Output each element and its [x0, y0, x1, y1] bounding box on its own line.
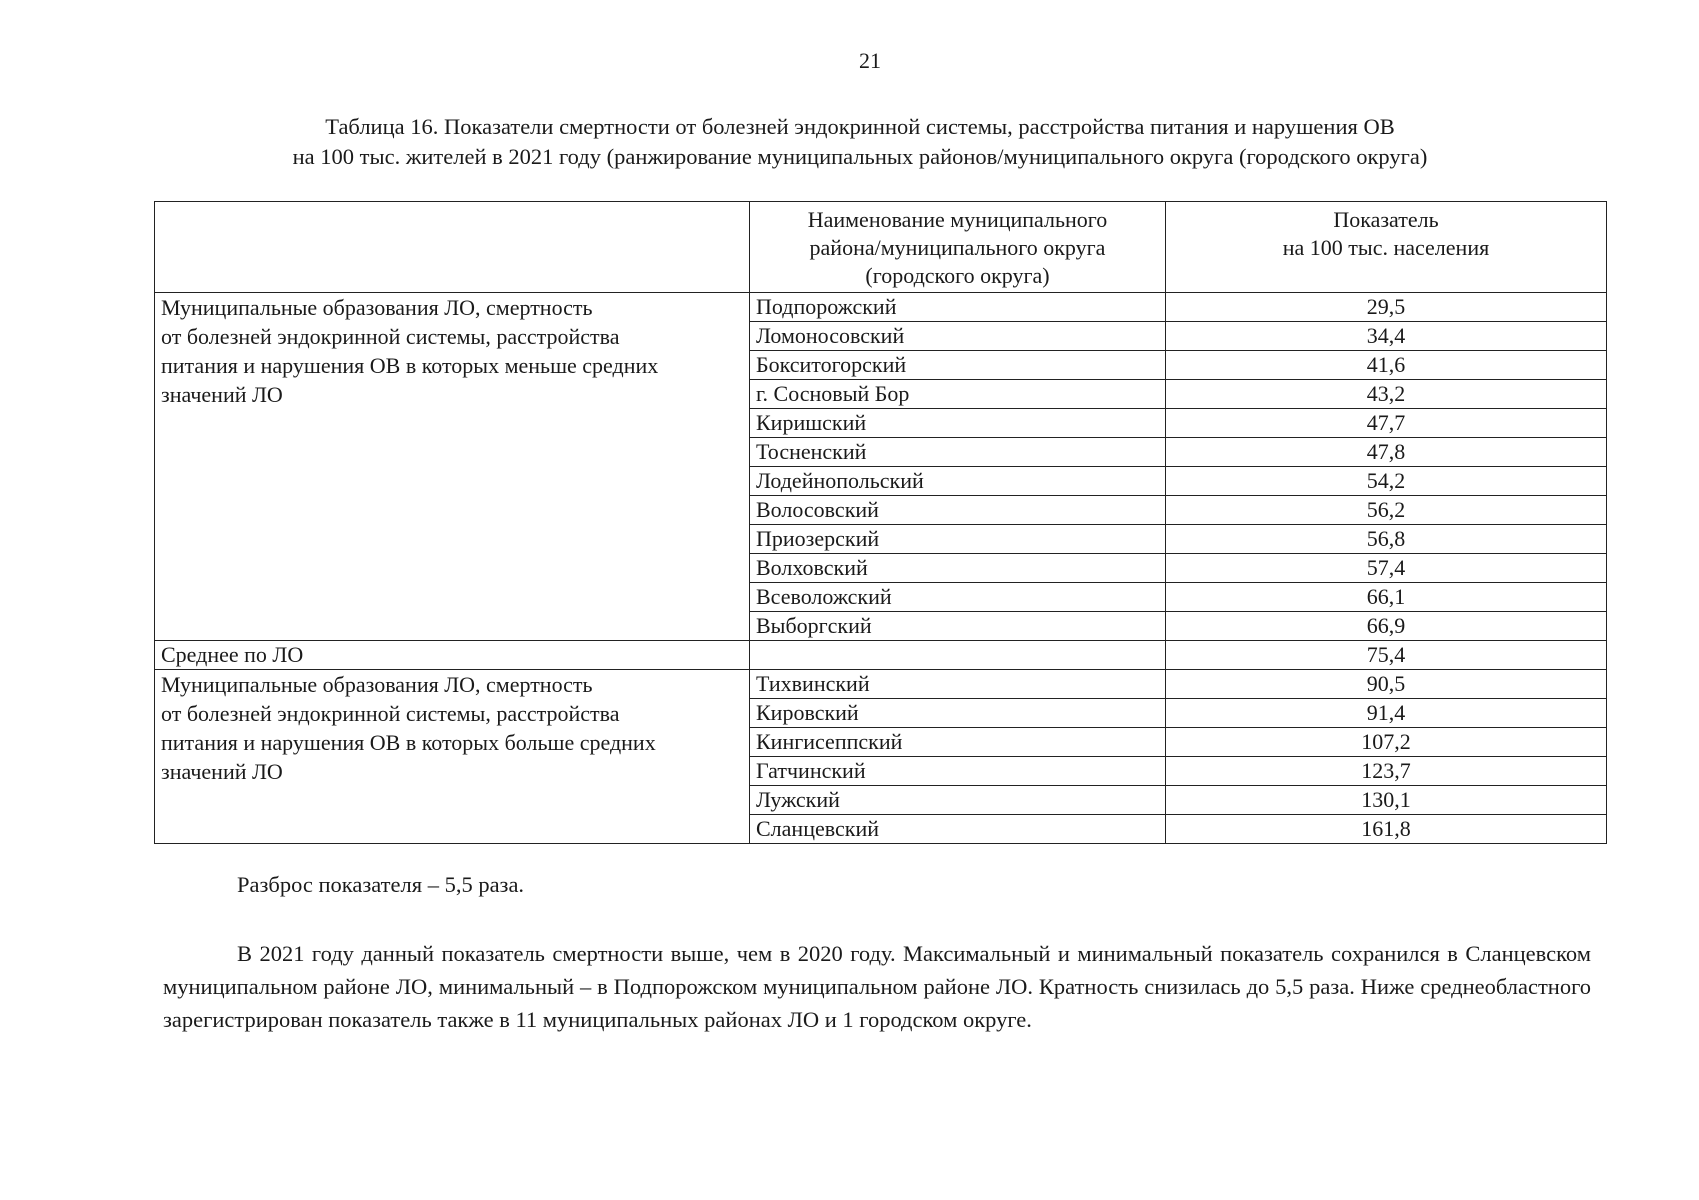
district-name-cell: Волховский	[750, 554, 1166, 583]
group-label-line: Муниципальные образования ЛО, смертность	[161, 295, 593, 320]
indicator-value-cell: 66,9	[1166, 612, 1607, 641]
indicator-value-cell: 66,1	[1166, 583, 1607, 612]
district-name-cell: Всеволожский	[750, 583, 1166, 612]
average-name-cell	[750, 641, 1166, 670]
district-name-cell: Лужский	[750, 786, 1166, 815]
district-name-cell: Киришский	[750, 409, 1166, 438]
district-name-cell: Приозерский	[750, 525, 1166, 554]
indicator-value-cell: 56,2	[1166, 496, 1607, 525]
average-row	[155, 641, 1607, 670]
table-caption-line-1: Таблица 16. Показатели смертности от болезней эндокринной системы, расстройства питания и нарушения ОВ	[325, 114, 1395, 139]
district-name-cell: Кингисеппский	[750, 728, 1166, 757]
group-label-line: Муниципальные образования ЛО, смертность	[161, 672, 593, 697]
group-label-cell	[155, 293, 750, 641]
indicator-value-cell: 91,4	[1166, 699, 1607, 728]
indicator-value-cell: 41,6	[1166, 351, 1607, 380]
district-name-cell: Бокситогорский	[750, 351, 1166, 380]
table-caption	[150, 112, 1570, 172]
header-district-name-line: (городского округа)	[865, 263, 1050, 288]
district-name-cell: Волосовский	[750, 496, 1166, 525]
table-body	[155, 293, 1607, 844]
group-label-line: питания и нарушения ОВ в которых больше средних	[161, 730, 656, 755]
group-label-cell	[155, 670, 750, 844]
district-name-cell: Гатчинский	[750, 757, 1166, 786]
average-value-cell: 75,4	[1166, 641, 1607, 670]
indicator-value-cell: 130,1	[1166, 786, 1607, 815]
district-name-cell: Сланцевский	[750, 815, 1166, 844]
spread-text: Разброс показателя – 5,5 раза.	[237, 872, 525, 897]
table-row	[155, 293, 1607, 322]
indicator-value-cell: 47,8	[1166, 438, 1607, 467]
district-name-cell: Ломоносовский	[750, 322, 1166, 351]
header-group-cell	[155, 202, 750, 293]
indicator-value-cell: 54,2	[1166, 467, 1607, 496]
district-name-cell: Выборгский	[750, 612, 1166, 641]
group-label-line: значений ЛО	[161, 759, 283, 784]
indicator-value-cell: 123,7	[1166, 757, 1607, 786]
average-label-cell: Среднее по ЛО	[155, 641, 750, 670]
table-caption-line-2: на 100 тыс. жителей в 2021 году (ранжирование муниципальных районов/муниципального округа (городского округа)	[292, 144, 1428, 169]
group-label-line: значений ЛО	[161, 382, 283, 407]
district-name-cell: Тосненский	[750, 438, 1166, 467]
header-indicator-line: Показатель	[1333, 207, 1439, 232]
indicator-value-cell: 90,5	[1166, 670, 1607, 699]
district-name-cell: г. Сосновый Бор	[750, 380, 1166, 409]
table-row	[155, 670, 1607, 699]
mortality-table	[154, 201, 1607, 844]
header-indicator	[1166, 202, 1607, 293]
indicator-value-cell: 29,5	[1166, 293, 1607, 322]
indicator-value-cell: 34,4	[1166, 322, 1607, 351]
header-district-name	[750, 202, 1166, 293]
indicator-value-cell: 161,8	[1166, 815, 1607, 844]
district-name-cell: Подпорожский	[750, 293, 1166, 322]
indicator-value-cell: 57,4	[1166, 554, 1607, 583]
group-label-line: питания и нарушения ОВ в которых меньше средних	[161, 353, 659, 378]
summary-paragraph: В 2021 году данный показатель смертности выше, чем в 2020 году. Максимальный и минимальный показатель сохранился в Сланцевском муниципальном районе ЛО, минимальный – в Подпорожском муниципальном районе ЛО. Кратность снизилась до 5,5 раза. Ниже среднеобластного зарегистрирован показатель также в 11 муниципальных районах ЛО и 1 городском округе.	[163, 941, 1591, 1032]
header-indicator-line: на 100 тыс. населения	[1282, 235, 1490, 260]
indicator-value-cell: 47,7	[1166, 409, 1607, 438]
header-district-name-line: района/муниципального округа	[809, 235, 1106, 260]
indicator-value-cell: 56,8	[1166, 525, 1607, 554]
district-name-cell: Тихвинский	[750, 670, 1166, 699]
indicator-value-cell: 107,2	[1166, 728, 1607, 757]
group-label-line: от болезней эндокринной системы, расстройства	[161, 701, 620, 726]
page-number: 21	[859, 48, 881, 73]
header-district-name-line: Наименование муниципального	[807, 207, 1108, 232]
district-name-cell: Лодейнопольский	[750, 467, 1166, 496]
group-label-line: от болезней эндокринной системы, расстройства	[161, 324, 620, 349]
indicator-value-cell: 43,2	[1166, 380, 1607, 409]
district-name-cell: Кировский	[750, 699, 1166, 728]
table-header-row	[155, 202, 1607, 293]
